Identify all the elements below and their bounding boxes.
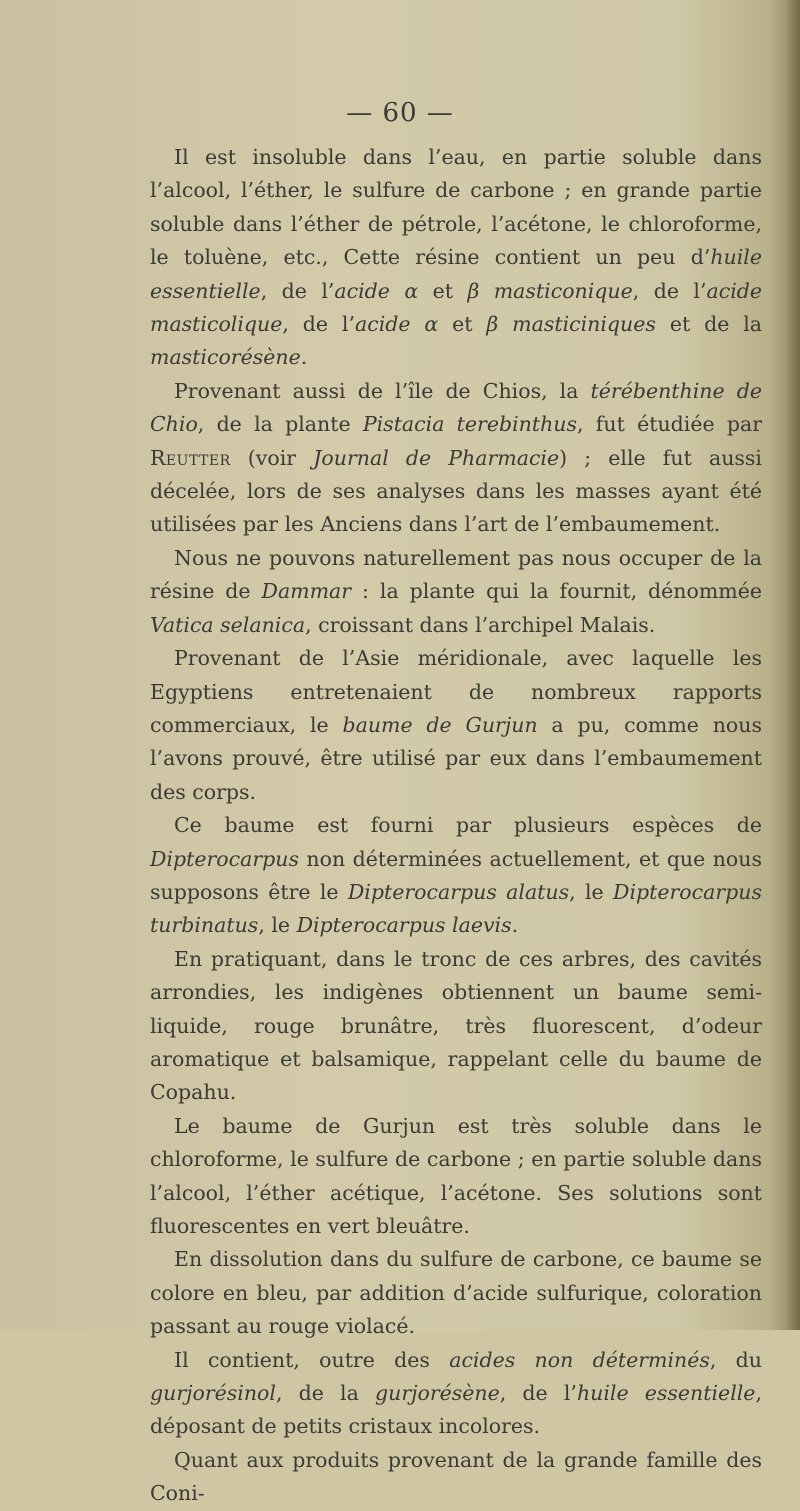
italic-term: Dipterocarpus laevis (296, 913, 512, 938)
text-run: Quant aux produits provenant de la grande famille des Coni- (150, 1447, 762, 1506)
italic-term: acide masticolique (150, 278, 762, 337)
text-run: Le baume de Gurjun est très soluble dans le chloroforme, le sulfure de carbone ; en partie soluble dans l’alcool, l’éther acétique, l’acétone. Ses solutions sont fluorescentes en vert bleuâtre. (150, 1113, 762, 1238)
text-run: , de la (275, 1381, 375, 1406)
text-run: Provenant aussi de l’île de Chios, la (174, 378, 591, 403)
italic-term: acide α (334, 278, 419, 303)
italic-term: Dipterocarpus (150, 846, 299, 871)
text-run: non déterminées actuellement, et que nous supposons être le (150, 846, 762, 904)
text-run: , de la plante (197, 412, 363, 437)
text-run: : la plante qui la fournit, dénommée (351, 579, 762, 604)
italic-term: masticorésène (150, 345, 301, 370)
paragraph (150, 1344, 762, 1444)
italic-term: acides non déterminés (449, 1347, 710, 1372)
italic-term: huile essentielle (150, 245, 762, 303)
italic-term: huile essentielle (576, 1381, 756, 1406)
author-name: Reutter (150, 445, 231, 470)
text-run: (voir (230, 445, 314, 470)
text-run: a pu, comme nous l’avons prouvé, être utilisé par eux dans l’embaumement des corps. (150, 712, 762, 804)
page-number: — 60 — (346, 98, 454, 128)
italic-term: Vatica selanica (150, 612, 306, 637)
text-run: En dissolution dans du sulfure de carbone, ce baume se colore en bleu, par addition d’acide sulfurique, coloration passant au rouge violacé. (150, 1247, 762, 1339)
paragraph (150, 542, 762, 642)
paragraph (150, 375, 762, 542)
italic-term: baume de Gurjun (342, 712, 538, 737)
text-run: , du (709, 1347, 762, 1372)
italic-term: Journal de Pharmacie (313, 445, 560, 470)
paragraph (150, 1110, 762, 1244)
paragraph (150, 1444, 762, 1511)
paragraph (150, 1243, 762, 1343)
text-run: , le (569, 879, 614, 904)
text-run: , de l’ (282, 312, 356, 337)
text-run: , de l’ (499, 1381, 577, 1406)
text-run: et (438, 312, 487, 337)
text-run: . (300, 345, 308, 370)
text-run: Ce baume est fourni par plusieurs espèces de (174, 813, 762, 838)
italic-term: β masticiniques (486, 312, 656, 337)
paragraph (150, 141, 762, 375)
paragraph (150, 943, 762, 1110)
page-edge-shadow (786, 0, 800, 1330)
text-run: , de l’ (632, 278, 707, 303)
text-run: ) ; elle fut aussi décelée, lors de ses analyses dans les masses ayant été utilisées par les Anciens dans l’art de l’embaumement. (150, 445, 762, 537)
text-run: Provenant de l’Asie méridionale, avec laquelle les Egyptiens entretenaient de nombreux rapports commerciaux, le (150, 646, 762, 737)
body-text (150, 141, 762, 1511)
text-run: , le (258, 913, 297, 938)
paragraph (150, 642, 762, 809)
italic-term: gurjorésène (375, 1381, 500, 1406)
text-run: et (418, 278, 468, 303)
text-run: , fut étudiée par (577, 412, 762, 437)
text-run: Il contient, outre des (174, 1347, 450, 1372)
text-run: , de l’ (260, 278, 335, 303)
paragraph (150, 809, 762, 943)
italic-term: Dammar (261, 579, 352, 604)
italic-term: Dipterocarpus alatus (347, 879, 570, 904)
text-run: , déposant de petits cristaux incolores. (150, 1381, 762, 1439)
text-run: Il est insoluble dans l’eau, en partie soluble dans l’alcool, l’éther, le sulfure de carbone ; en grande partie soluble dans l’éther de pétrole, l’acétone, le chloroforme, le toluène, etc., Cette résine contient un peu d’ (150, 145, 762, 270)
italic-term: Pistacia terebinthus (362, 412, 578, 437)
text-run: En pratiquant, dans le tronc de ces arbres, des cavités arrondies, les indigènes obtiennent un baume semi-liquide, rouge brunâtre, très fluorescent, d’odeur aromatique et balsamique, rappelant celle du baume de Copahu. (150, 946, 762, 1105)
italic-term: acide α (355, 312, 439, 337)
text-run: , croissant dans l’archipel Malais. (305, 612, 656, 637)
text-run: . (511, 913, 519, 938)
italic-term: gurjorésinol (150, 1381, 276, 1406)
text-run: et de la (655, 312, 762, 337)
text-run: Nous ne pouvons naturellement pas nous occuper de la résine de (150, 545, 762, 604)
italic-term: Dipterocarpus turbinatus (150, 879, 762, 938)
italic-term: β masticonique (467, 278, 633, 303)
italic-term: térébenthine de Chio (150, 378, 762, 437)
